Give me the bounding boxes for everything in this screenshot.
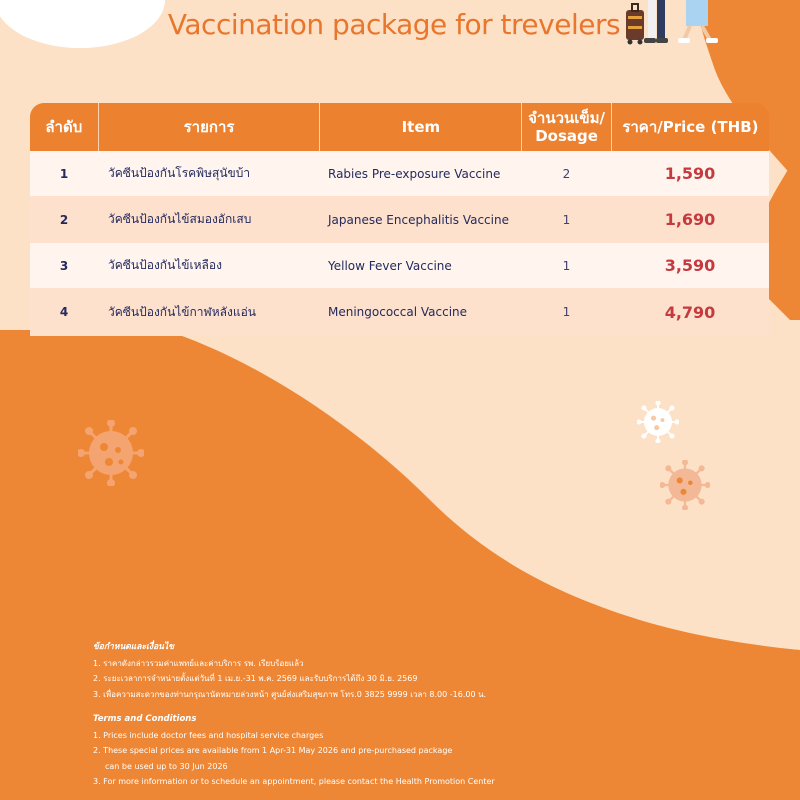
terms-and-conditions: [93, 640, 495, 790]
terms-th-line: 3. เพื่อความสะดวกของท่านกรุณานัดหมายล่วงหน้า ศูนย์ส่งเสริมสุขภาพ โทร.0 3825 9999 เวลา 8.00 -16.00 น.: [93, 689, 487, 699]
page-title: Vaccination package for trevelers: [167, 8, 621, 41]
terms-en-line: can be used up to 30 Jun 2026: [105, 761, 228, 771]
table-row: [30, 288, 769, 336]
row-price: 1,690: [664, 210, 716, 229]
row-thai-item: วัคซีนป้องกันไข้สมองอักเสบ: [108, 212, 252, 226]
row-item: Japanese Encephalitis Vaccine: [328, 212, 509, 227]
row-dosage: 1: [562, 258, 571, 273]
terms-th-line: 1. ราคาดังกล่าวรวมค่าแพทย์และค่าบริการ รพ. เรียบร้อยแล้ว: [93, 658, 304, 668]
header-thai-item: รายการ: [99, 103, 321, 151]
row-no: 2: [59, 212, 69, 227]
terms-th-line: 2. ระยะเวลาการจำหน่ายตั้งแต่วันที่ 1 เม.ย.-31 พ.ค. 2569 และรับบริการได้ถึง 30 มิ.ย. 2569: [93, 674, 418, 683]
header-dosage: [522, 103, 612, 151]
row-price: 3,590: [664, 256, 716, 275]
row-price: 1,590: [664, 164, 716, 183]
virus-icon: [637, 401, 679, 443]
row-item: Yellow Fever Vaccine: [328, 258, 452, 273]
row-no: 4: [59, 305, 69, 319]
row-price: 4,790: [664, 302, 716, 322]
row-dosage: 1: [562, 212, 571, 227]
header-price: ราคา/Price (THB): [622, 118, 759, 136]
row-thai-item: วัคซีนป้องกันไข้กาฬหลังแอ่น: [108, 304, 256, 319]
terms-en-line: 3. For more information or to schedule an appointment, please contact the Health Promotion Center: [93, 777, 495, 786]
terms-th-heading: ข้อกำหนดและเงื่อนไข: [93, 642, 175, 652]
table-row: [30, 196, 769, 243]
row-item: Meningococcal Vaccine: [328, 305, 468, 319]
row-thai-item: วัคซีนป้องกันไข้เหลือง: [108, 258, 222, 272]
terms-en-line: 2. These special prices are available from 1 Apr-31 May 2026 and pre-purchased package: [93, 746, 453, 755]
header-dosage-line1: จำนวนเข็ม/: [528, 109, 606, 127]
virus-icon: [660, 460, 710, 510]
terms-en-line: 1. Prices include doctor fees and hospital service charges: [93, 730, 324, 740]
travelers-illustration: [622, 0, 722, 46]
header-dosage-line2: Dosage: [535, 127, 598, 145]
row-no: 3: [59, 258, 69, 273]
row-item: Rabies Pre-exposure Vaccine: [328, 166, 501, 181]
table-row: [30, 151, 769, 196]
table-header: [30, 103, 769, 151]
row-dosage: 2: [562, 166, 571, 181]
terms-en-heading: Terms and Conditions: [93, 714, 197, 724]
header-no: ลำดับ: [30, 103, 99, 151]
row-no: 1: [59, 166, 69, 181]
table-row: [30, 243, 769, 288]
row-thai-item: วัคซีนป้องกันโรคพิษสุนัขบ้า: [108, 166, 251, 180]
header-item: Item: [320, 103, 522, 151]
vaccine-price-table: [30, 103, 769, 336]
row-dosage: 1: [562, 305, 571, 319]
virus-icon: [78, 420, 144, 486]
